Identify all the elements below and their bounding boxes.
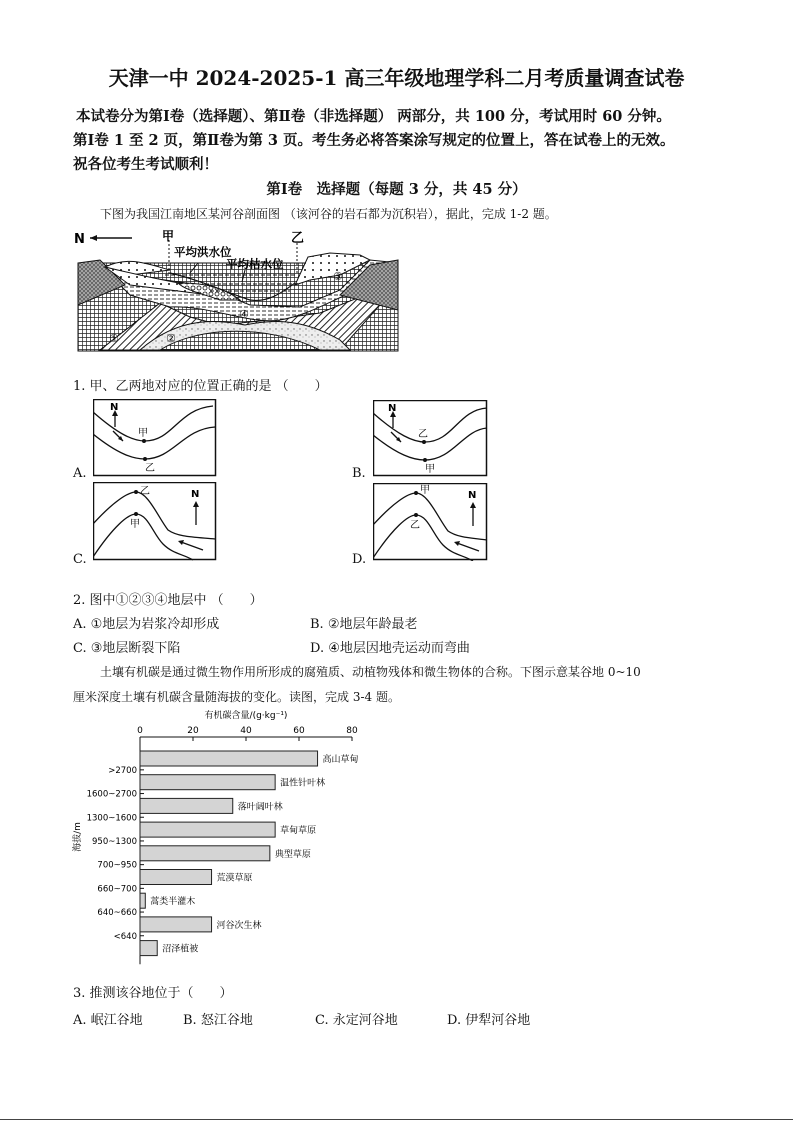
flood-level-label: 平均洪水位: [174, 245, 232, 259]
passage-2-line-1: 土壤有机碳是通过微生物作用所形成的腐殖质、动植物残体和微生物体的合称。下图示意某谷地 0~10: [100, 665, 641, 679]
bar-7: [140, 893, 145, 908]
bar-label: 河谷次生林: [216, 920, 262, 931]
top-point-label: 乙: [140, 486, 150, 497]
north-label: N: [191, 489, 200, 500]
question-1-stem: 1. 甲、乙两地对应的位置正确的是 （ ）: [73, 379, 328, 394]
bottom-point-label: 乙: [410, 520, 420, 531]
y-axis-title: 海拔/m: [73, 822, 83, 852]
x-axis-title: 有机碳含量/(g·kg⁻¹): [204, 711, 288, 721]
bar-label: 落叶阔叶林: [237, 802, 283, 813]
q1-map-d[interactable]: [373, 483, 488, 561]
yi-label: 乙: [291, 231, 305, 246]
intro-line-1: 本试卷分为第Ⅰ卷（选择题）、第Ⅱ卷（非选择题） 两部分，共 100 分，考试用时 60 分钟。: [76, 108, 671, 125]
q1-option-a-letter[interactable]: A.: [73, 466, 87, 481]
q1-map-a[interactable]: [93, 399, 217, 477]
bar-8: [140, 917, 212, 932]
dry-level-label: 平均枯水位: [226, 257, 284, 271]
altitude-tick-label: 700~950: [97, 860, 137, 871]
q2-option-c[interactable]: C. ③地层断裂下陷: [73, 641, 181, 656]
bar-label: 温性针叶林: [280, 778, 326, 789]
q1-option-b-letter[interactable]: B.: [352, 466, 366, 481]
q3-option-d[interactable]: D. 伊犁河谷地: [447, 1013, 531, 1028]
bar-9: [140, 941, 157, 956]
bar-label: 蒿类半灌木: [150, 897, 196, 908]
q2-option-b[interactable]: B. ②地层年龄最老: [310, 617, 418, 632]
layer-2-label: ②: [166, 332, 176, 345]
layer-3-label: ③: [333, 270, 343, 283]
altitude-tick-label: 950~1300: [92, 836, 137, 847]
q1-option-d-letter[interactable]: D.: [352, 552, 367, 567]
page-bottom-rule: [0, 1119, 793, 1120]
north-label: N: [468, 490, 477, 501]
top-point-label: 甲: [138, 428, 148, 439]
bar-label: 荒漠草原: [216, 873, 253, 884]
north-label: N: [388, 403, 397, 414]
q3-option-b[interactable]: B. 怒江谷地: [183, 1013, 253, 1028]
bar-6: [140, 870, 212, 885]
passage-1: 下图为我国江南地区某河谷剖面图 （该河谷的岩石都为沉积岩），据此，完成 1-2 题。: [100, 207, 557, 221]
question-3-stem: 3. 推测该谷地位于（ ）: [73, 986, 233, 1001]
x-tick-label: 60: [293, 726, 305, 736]
altitude-tick-label: 1300~1600: [86, 813, 137, 824]
q1-map-b[interactable]: [373, 400, 488, 477]
bar-1: [140, 751, 318, 766]
q1-map-c[interactable]: [93, 482, 217, 561]
q2-option-d[interactable]: D. ④地层因地壳运动而弯曲: [310, 641, 470, 656]
x-tick-label: 80: [346, 726, 358, 736]
layer-1-label: ①: [109, 332, 119, 345]
altitude-tick-label: >2700: [108, 765, 137, 776]
bar-label: 草甸草原: [280, 826, 317, 837]
bar-3: [140, 798, 233, 813]
q3-option-a[interactable]: A. 岷江谷地: [73, 1013, 143, 1028]
bottom-point-label: 乙: [145, 463, 155, 474]
q2-option-a[interactable]: A. ①地层为岩浆冷却形成: [73, 617, 220, 632]
altitude-tick-label: 660~700: [97, 884, 137, 895]
top-point-label: 乙: [418, 429, 428, 440]
north-label: N: [110, 402, 119, 413]
top-point-label: 甲: [420, 485, 430, 496]
x-tick-label: 20: [187, 726, 199, 736]
x-tick-label: 0: [137, 726, 143, 736]
bar-label: 典型草原: [274, 849, 311, 860]
intro-line-2: 第Ⅰ卷 1 至 2 页，第Ⅱ卷为第 3 页。考生务必将答案涂写规定的位置上，答在试卷上的无效。: [73, 132, 675, 149]
river-valley-cross-section: [70, 225, 410, 355]
north-label: N: [74, 232, 85, 247]
x-tick-label: 40: [240, 726, 252, 736]
altitude-tick-label: 640~660: [97, 908, 137, 919]
exam-title: 天津一中 2024-2025-1 高三年级地理学科二月考质量调查试卷: [108, 66, 685, 90]
q3-option-c[interactable]: C. 永定河谷地: [315, 1013, 398, 1028]
section-title: 第Ⅰ卷 选择题（每题 3 分，共 45 分）: [266, 181, 527, 198]
bar-label: 高山草甸: [322, 755, 359, 765]
question-2-stem: 2. 图中①②③④地层中 （ ）: [73, 593, 263, 608]
bar-2: [140, 775, 275, 790]
jia-label: 甲: [162, 229, 175, 243]
bottom-point-label: 甲: [130, 519, 140, 530]
q1-option-c-letter[interactable]: C.: [73, 552, 87, 567]
soil-carbon-bar-chart: [60, 700, 380, 970]
bar-5: [140, 846, 270, 861]
bottom-point-label: 甲: [425, 464, 435, 475]
layer-4-label: ④: [239, 308, 249, 321]
bar-4: [140, 822, 275, 837]
altitude-tick-label: 1600~2700: [86, 789, 137, 800]
altitude-tick-label: <640: [113, 931, 137, 942]
passage-2-line-2: 厘米深度土壤有机碳含量随海拔的变化。读图，完成 3-4 题。: [73, 690, 400, 704]
intro-line-3: 祝各位考生考试顺利！: [73, 156, 218, 173]
bar-label: 沼泽植被: [162, 944, 199, 955]
